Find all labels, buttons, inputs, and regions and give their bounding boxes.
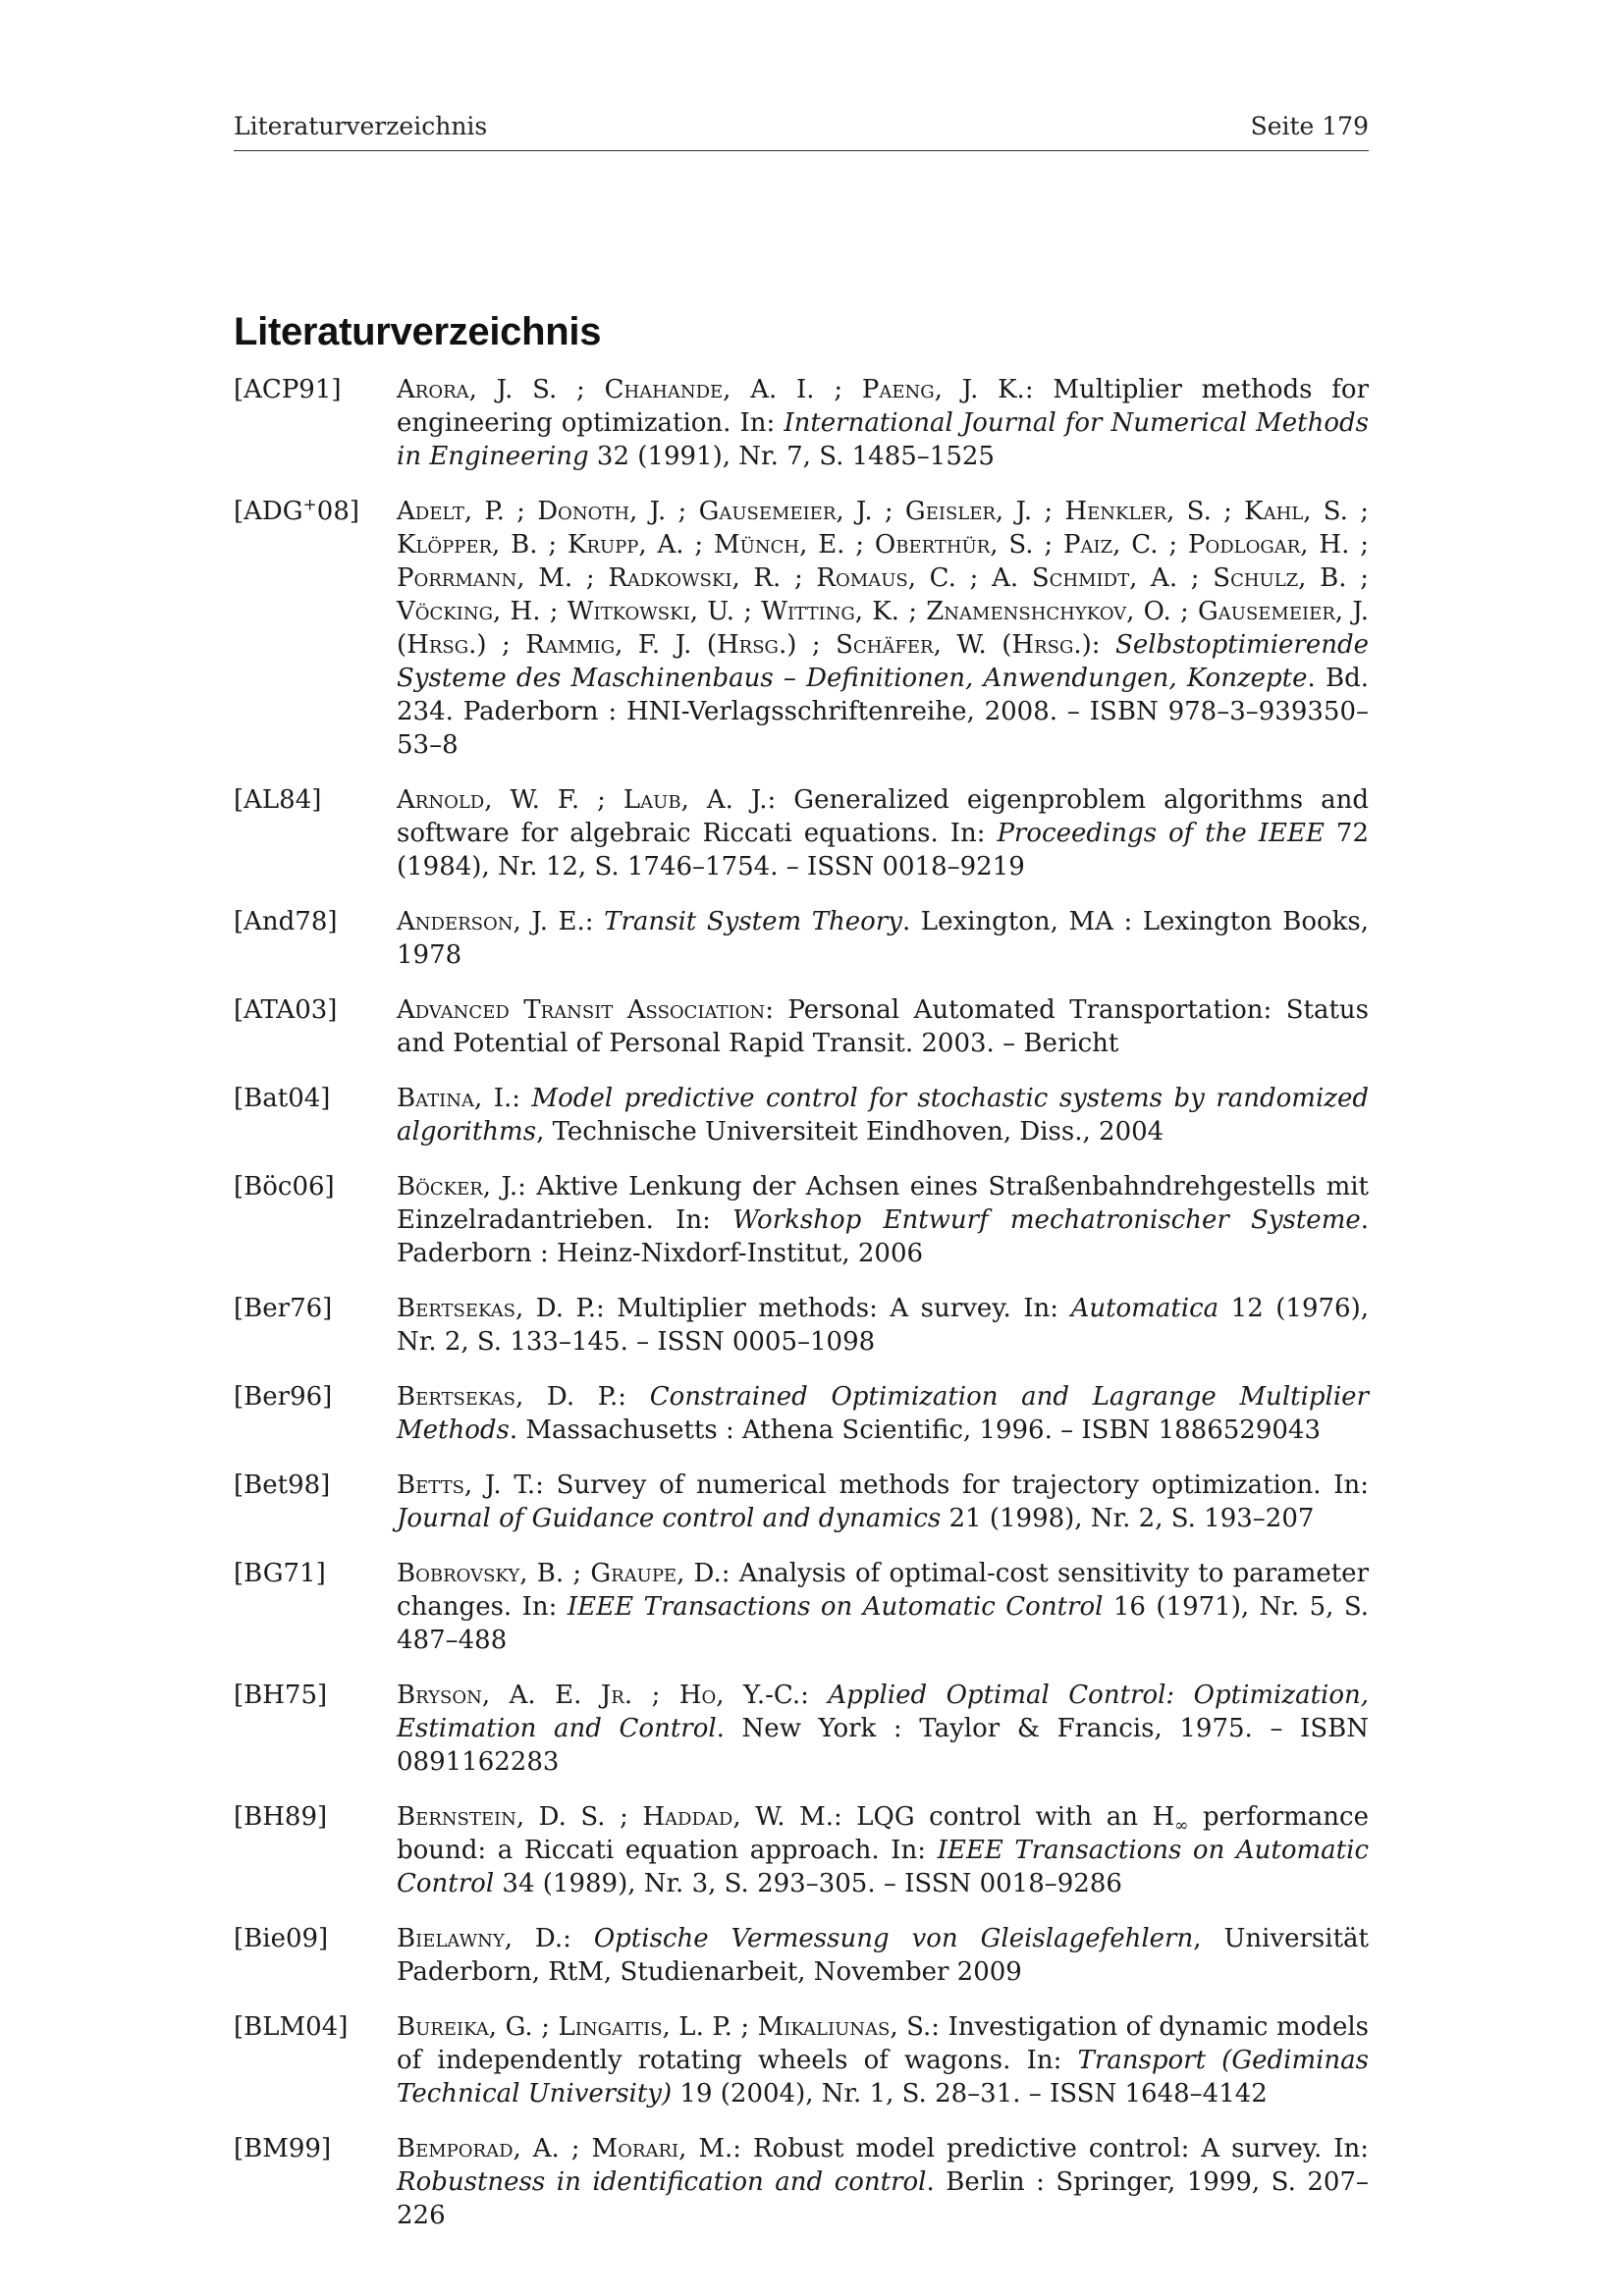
reference-text xyxy=(397,905,1369,972)
reference-authors: Adelt, P. ; Donoth, J. ; Gausemeier, J. ; Geisler, J. ; Henkler, S. ; Kahl, S. ; Klöpper, B. ; Krupp, A. ; Münch, E. ; Oberthür, S. ; Paiz, C. ; Podlogar, H. ; Porrmann, M. ; Radkowski, R. ; Romaus, C. ; A. Schmidt, A. ; Schulz, B. ; Vöcking, H. ; Witkowski, U. ; Witting, K. ; Znamenshchykov, O. ; Gausemeier, J. (Hrsg.) ; Rammig, F. J. (Hrsg.) ; Schäfer, W. (Hrsg.) xyxy=(397,497,1369,660)
citation-key: [BM99] xyxy=(234,2134,332,2163)
citation-key xyxy=(234,495,397,528)
reference-text xyxy=(397,1170,1369,1270)
reference-title: : Investigation of dynamic models of independently rotating wheels of wagons. In: xyxy=(397,2012,1369,2075)
reference-title: : Robust model predictive control: A survey. In: xyxy=(732,2134,1370,2163)
reference-venue: Automatica xyxy=(1070,1294,1219,1323)
bib-entry xyxy=(234,373,1369,473)
infinity-subscript: ∞ xyxy=(1174,1816,1189,1837)
reference-details: , Technische Universiteit Eindhoven, Diss., 2004 xyxy=(536,1117,1164,1147)
bib-entry xyxy=(234,993,1369,1060)
bib-entry xyxy=(234,495,1369,762)
reference-text xyxy=(397,783,1369,883)
reference-title: : Analysis of optimal-cost sensitivity to parameter changes. In: xyxy=(397,1559,1369,1622)
reference-title: : xyxy=(800,1681,829,1710)
bib-entry xyxy=(234,1468,1369,1535)
bib-entry xyxy=(234,1557,1369,1657)
reference-text xyxy=(397,495,1369,762)
bib-entry xyxy=(234,1380,1369,1447)
citation-key: [Bie09] xyxy=(234,1924,329,1953)
citation-key-base: [ADG xyxy=(234,497,303,526)
section-title: Literaturverzeichnis xyxy=(234,310,602,353)
citation-key: [Ber76] xyxy=(234,1294,333,1323)
citation-key: [AL84] xyxy=(234,785,322,815)
reference-authors: Bureika, G. ; Lingaitis, L. P. ; Mikaliunas, S. xyxy=(397,2012,932,2042)
reference-details: . New York : Taylor & Francis, 1975. – ISBN 0891162283 xyxy=(397,1714,1369,1777)
reference-venue: Applied Optimal Control: Optimization, Estimation and Control xyxy=(397,1681,1369,1743)
reference-text xyxy=(397,1082,1369,1148)
page-number: Seite 179 xyxy=(1250,112,1369,140)
reference-details: 34 (1989), Nr. 3, S. 293–305. – ISSN 0018–9286 xyxy=(494,1869,1122,1898)
reference-venue: IEEE Transactions on Automatic Control xyxy=(567,1592,1104,1622)
reference-venue: Transport (Gediminas Technical University) xyxy=(397,2046,1369,2109)
reference-venue: Robustness in identification and control xyxy=(397,2167,927,2197)
reference-authors: Bernstein, D. S. ; Haddad, W. M. xyxy=(397,1802,834,1832)
reference-authors: Betts, J. T. xyxy=(397,1470,536,1500)
reference-details: . Lexington, MA : Lexington Books, 1978 xyxy=(397,907,1369,970)
reference-title: : LQG control with an H xyxy=(834,1802,1175,1832)
bibliography-list xyxy=(234,373,1369,2254)
bib-entry xyxy=(234,1170,1369,1270)
reference-title: : xyxy=(584,907,605,936)
citation-key: [ATA03] xyxy=(234,995,338,1025)
reference-details: . Berlin : Springer, 1999, S. 207–226 xyxy=(397,2167,1369,2230)
reference-details: . Paderborn : Heinz-Nixdorf-Institut, 2006 xyxy=(397,1205,1369,1268)
reference-details: 32 (1991), Nr. 7, S. 1485–1525 xyxy=(588,442,995,471)
bib-entry xyxy=(234,2132,1369,2232)
reference-authors: Anderson, J. E. xyxy=(397,907,585,936)
bib-entry xyxy=(234,1922,1369,1989)
citation-key: [Bet98] xyxy=(234,1470,331,1500)
reference-title: : xyxy=(512,1084,532,1113)
citation-key: [BG71] xyxy=(234,1559,326,1588)
bib-entry xyxy=(234,783,1369,883)
citation-key: [Bat04] xyxy=(234,1084,331,1113)
reference-title: : xyxy=(1091,630,1116,660)
citation-key-sup: + xyxy=(302,495,317,515)
reference-authors: Bemporad, A. ; Morari, M. xyxy=(397,2134,733,2163)
reference-text xyxy=(397,373,1369,473)
bib-entry xyxy=(234,2010,1369,2110)
citation-key-end: 08] xyxy=(316,497,360,526)
reference-venue: Transit System Theory xyxy=(604,907,902,936)
reference-text xyxy=(397,1557,1369,1657)
citation-key: [Böc06] xyxy=(234,1172,335,1201)
reference-text xyxy=(397,2132,1369,2232)
reference-details: . Massachusetts : Athena Scientific, 1996. – ISBN 1886529043 xyxy=(509,1415,1322,1445)
reference-venue: Selbstoptimierende Systeme des Maschinenbaus – Definitionen, Anwendungen, Konzepte xyxy=(397,630,1369,693)
reference-title: : Generalized eigenproblem algorithms and software for algebraic Riccati equations. In: xyxy=(397,785,1369,848)
reference-authors: Bobrovsky, B. ; Graupe, D. xyxy=(397,1559,722,1588)
reference-text xyxy=(397,1380,1369,1447)
reference-authors: Arora, J. S. ; Chahande, A. I. ; Paeng, J. K. xyxy=(397,375,1025,404)
bib-entry xyxy=(234,1082,1369,1148)
bib-entry xyxy=(234,1679,1369,1779)
reference-details: . Bd. 234. Paderborn : HNI-Verlagsschriftenreihe, 2008. – ISBN 978–3–939350–53–8 xyxy=(397,664,1370,760)
reference-venue: IEEE Transactions on Automatic Control xyxy=(397,1836,1370,1898)
reference-text xyxy=(397,2010,1369,2110)
reference-authors: Bryson, A. E. Jr. ; Ho, Y.-C. xyxy=(397,1681,801,1710)
reference-details: 16 (1971), Nr. 5, S. 487–488 xyxy=(397,1592,1369,1655)
reference-text xyxy=(397,1292,1369,1359)
reference-venue: Model predictive control for stochastic systems by randomized algorithms xyxy=(397,1084,1369,1147)
bib-entry xyxy=(234,905,1369,972)
citation-key: [BLM04] xyxy=(234,2012,349,2042)
reference-text xyxy=(397,1679,1369,1779)
citation-key: [BH89] xyxy=(234,1802,328,1832)
reference-title: : Multiplier methods for engineering optimization. In: xyxy=(397,375,1370,438)
citation-key: [ACP91] xyxy=(234,375,342,404)
citation-key: [And78] xyxy=(234,907,338,936)
reference-authors: Advanced Transit Association xyxy=(397,995,766,1025)
running-header xyxy=(234,112,1369,151)
citation-key: [Ber96] xyxy=(234,1382,333,1412)
running-header-left: Literaturverzeichnis xyxy=(234,112,488,140)
reference-title: : Aktive Lenkung der Achsen eines Straßenbahndrehgestells mit Einzelradantrieben. In: xyxy=(397,1172,1369,1235)
bib-entry xyxy=(234,1292,1369,1359)
reference-text xyxy=(397,1468,1369,1535)
citation-key: [BH75] xyxy=(234,1681,328,1710)
reference-details: 19 (2004), Nr. 1, S. 28–31. – ISSN 1648–4142 xyxy=(672,2079,1268,2109)
reference-venue: Proceedings of the IEEE xyxy=(997,819,1325,848)
reference-title: : Multiplier methods: A survey. In: xyxy=(595,1294,1071,1323)
reference-title: : Personal Automated Transportation: Status and Potential of Personal Rapid Transit. 2003. – Bericht xyxy=(397,995,1370,1058)
reference-authors: Böcker, J. xyxy=(397,1172,518,1201)
reference-venue: Journal of Guidance control and dynamics xyxy=(397,1504,942,1533)
reference-venue: Optische Vermessung von Gleislagefehlern xyxy=(593,1924,1194,1953)
reference-details: 12 (1976), Nr. 2, S. 133–145. – ISSN 0005–1098 xyxy=(397,1294,1369,1357)
reference-title: : xyxy=(618,1382,650,1412)
reference-details: 72 (1984), Nr. 12, S. 1746–1754. – ISSN 0018–9219 xyxy=(397,819,1369,881)
bib-entry xyxy=(234,1800,1369,1900)
reference-title: : Survey of numerical methods for trajectory optimization. In: xyxy=(535,1470,1369,1500)
reference-venue: Workshop Entwurf mechatronischer Systeme xyxy=(732,1205,1361,1235)
reference-text xyxy=(397,1800,1369,1900)
reference-authors: Bielawny, D. xyxy=(397,1924,564,1953)
reference-venue: International Journal for Numerical Methods in Engineering xyxy=(397,408,1369,471)
reference-text xyxy=(397,993,1369,1060)
reference-title-cont: performance bound: a Riccati equation approach. In: xyxy=(397,1802,1369,1865)
reference-title: : xyxy=(563,1924,594,1953)
reference-authors: Batina, I. xyxy=(397,1084,513,1113)
reference-venue: Constrained Optimization and Lagrange Multiplier Methods xyxy=(397,1382,1369,1445)
reference-details: , Universität Paderborn, RtM, Studienarbeit, November 2009 xyxy=(397,1924,1369,1987)
reference-authors: Bertsekas, D. P. xyxy=(397,1382,619,1412)
reference-authors: Arnold, W. F. ; Laub, A. J. xyxy=(397,785,768,815)
reference-text xyxy=(397,1922,1369,1989)
reference-details: 21 (1998), Nr. 2, S. 193–207 xyxy=(941,1504,1315,1533)
reference-authors: Bertsekas, D. P. xyxy=(397,1294,596,1323)
